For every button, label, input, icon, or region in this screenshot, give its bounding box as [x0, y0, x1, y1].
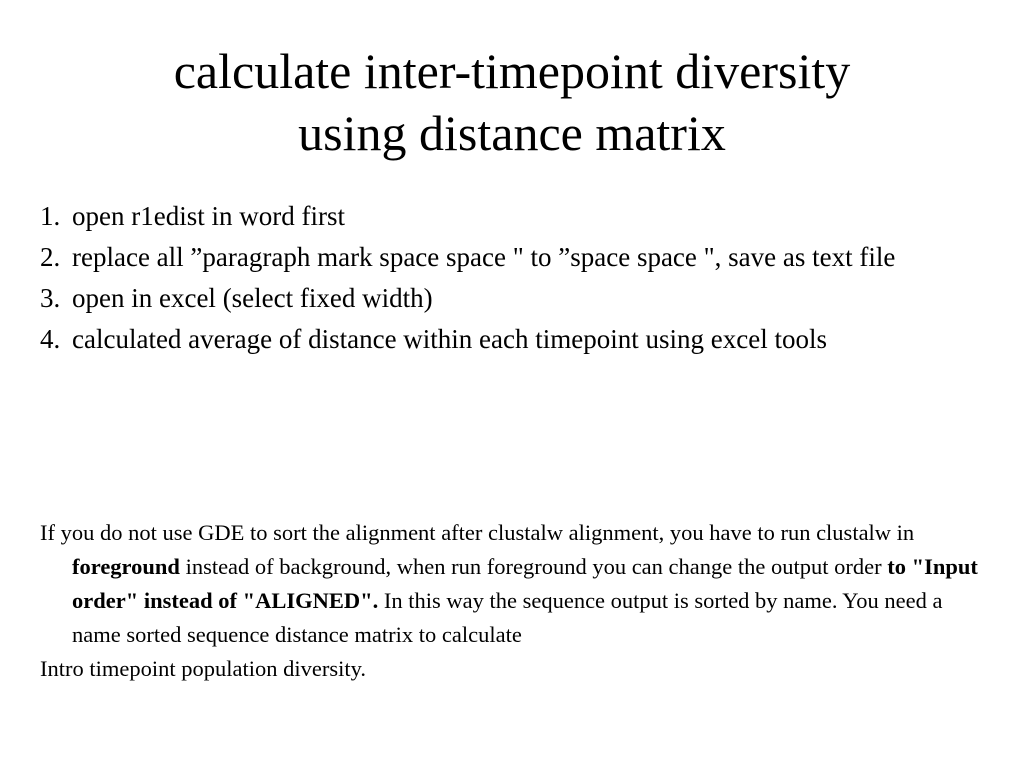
step-item-2 [40, 237, 990, 278]
slide-title-line-2: using distance matrix [298, 105, 726, 161]
steps-list [40, 196, 990, 360]
step-number: 1. [40, 201, 61, 231]
slide-title [0, 40, 1024, 164]
note-paragraph [40, 516, 985, 652]
step-item-4 [40, 319, 990, 360]
slide-title-line-1: calculate inter-timepoint diversity [173, 43, 851, 99]
step-number: 4. [40, 324, 61, 354]
step-text: calculated average of distance within each timepoint using excel tools [72, 324, 827, 354]
step-text: replace all ”paragraph mark space space " to ”space space ", save as text file [72, 242, 896, 272]
step-text: open r1edist in word first [72, 201, 345, 231]
note-text-3: In this way the sequence output is sorted by name. You need a name sorted sequence distance matrix to calculate [72, 588, 943, 647]
step-number: 2. [40, 242, 61, 272]
step-item-3 [40, 278, 990, 319]
note-block [40, 516, 985, 686]
note-last-line: Intro timepoint population diversity. [40, 656, 366, 681]
note-text-1: If you do not use GDE to sort the alignment after clustalw alignment, you have to run clustalw in [40, 520, 915, 545]
step-item-1 [40, 196, 990, 237]
note-text-2: instead of background, when run foreground you can change the output order [179, 554, 888, 579]
note-bold-foreground: foreground [72, 554, 180, 579]
step-text: open in excel (select fixed width) [72, 283, 433, 313]
step-number: 3. [40, 283, 61, 313]
note-bold-input-order: to "Input order" instead of "ALIGNED". [72, 554, 978, 613]
